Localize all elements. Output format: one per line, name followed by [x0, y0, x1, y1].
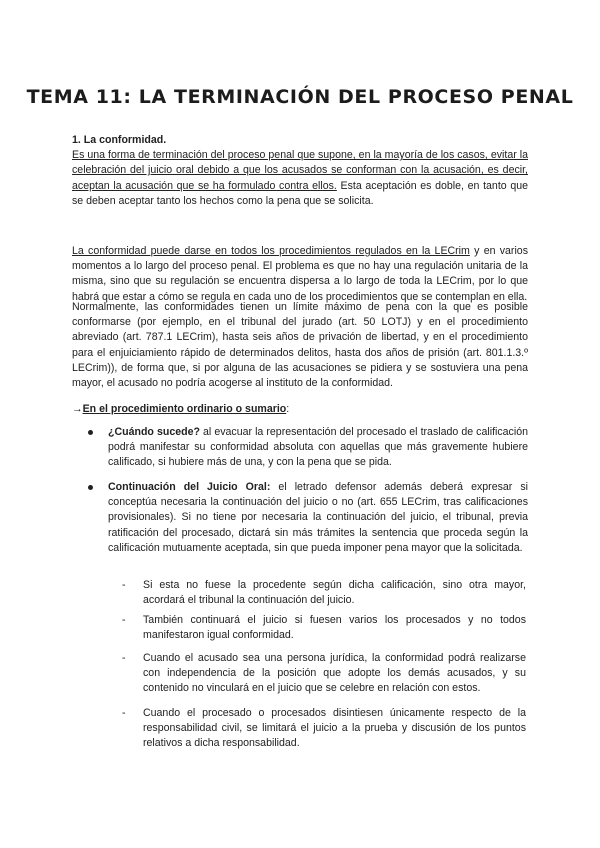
paragraph-procedures-block: [72, 244, 528, 305]
section-conformidad: [72, 133, 528, 209]
list-item: Continuación del Juicio Oral: el letrado defensor además deberá expresar si conceptúa necesaria la continuación del juicio o no (art. 655 LECrim, tras calificaciones provisionales). Si no tiene por necesaria la continuación del juicio, el tribunal, previa ratificación del procesado, dictará sin más trámites la sentencia que proceda según la calificación mutuamente aceptada, sin que pueda imponer pena mayor que la solicitada.: [88, 480, 528, 556]
list-item: - Cuando el acusado sea una persona jurídica, la conformidad podrá realizarse con independencia de la posición que adopte los demás acusados, y su contenido no vinculará en el juicio que se celebre en relación con estos.: [122, 652, 526, 695]
arrow-icon: →: [72, 403, 83, 415]
dash-icon: -: [122, 614, 126, 626]
bullet-icon: [88, 485, 93, 490]
ordinario-heading: →En el procedimiento ordinario o sumario:: [72, 403, 290, 415]
dash-icon: -: [122, 579, 126, 591]
paragraph-procedures: [72, 244, 528, 305]
list-item: ¿Cuándo sucede? al evacuar la representación del procesado el traslado de calificación podrá manifestar su conformidad absoluta con aquellas que más gravemente hubiere calificado, si hubiere más de una, y con la pena que se pida.: [88, 425, 528, 471]
bullet-bold: ¿Cuándo sucede?: [108, 426, 200, 438]
ordinario-label: En el procedimiento ordinario o sumario: [82, 403, 287, 415]
definition-underlined: Es una forma de terminación del proceso penal que supone, en la mayoría de los casos, evitar la celebración del juicio oral debido a que los acusados se conforman con la acusación, es decir, aceptan la acusación que se ha formulado contra ellos.: [72, 149, 528, 192]
section-heading: 1. La conformidad.: [72, 134, 167, 146]
list-item: - También continuará el juicio si fuesen varios los procesados y no todos manifestaron igual conformidad.: [122, 614, 526, 642]
bullet-icon: [88, 430, 93, 435]
paragraph-definition: [72, 148, 528, 209]
bullet-bold: Continuación del Juicio Oral:: [108, 481, 271, 493]
dash-icon: -: [122, 652, 126, 664]
page-title: TEMA 11: LA TERMINACIÓN DEL PROCESO PENAL: [26, 86, 574, 108]
list-item: - Cuando el procesado o procesados disintiesen únicamente respecto de la responsabilidad civil, se limitará el juicio a la prueba y discusión de los puntos relativos a dicha responsabilidad.: [122, 707, 526, 750]
dash-icon: -: [122, 707, 126, 719]
ordinario-heading-block: [72, 402, 528, 417]
procedures-underlined: La conformidad puede darse en todos los procedimientos regulados en la LECrim: [72, 245, 470, 257]
paragraph-limits-block: [72, 300, 528, 391]
definition-rest: Esta aceptación es doble, en tanto que se deben aceptar tanto los hechos como la pena que se solicita.: [72, 179, 528, 207]
procedures-rest: y en varios momentos a lo largo del proceso penal. El problema es que no hay una regulación unitaria de la misma, sino que su regulación se encuentra dispersa a lo largo de toda la LECrim, por lo que habrá que estar a cómo se regula en cada uno de los procedimientos que se contemplan en ella.: [72, 245, 528, 303]
paragraph-limits: Normalmente, las conformidades tienen un límite máximo de pena con la que es posible conformarse (por ejemplo, en el tribunal del jurado (art. 50 LOTJ) y en el procedimiento abreviado (art. 787.1 LECrim), hasta seis años de privación de libertad, y en el procedimiento para el enjuiciamiento rápido de determinados delitos, hasta dos años de prisión (art. 801.1.3.º LECrim)), de forma que, si por alguna de las acusaciones se pidiera y se sostuviera una pena mayor, el acusado no podría acogerse al instituto de la conformidad.: [72, 301, 528, 390]
list-item: - Si esta no fuese la procedente según dicha calificación, sino otra mayor, acordará el tribunal la continuación del juicio.: [122, 579, 526, 607]
